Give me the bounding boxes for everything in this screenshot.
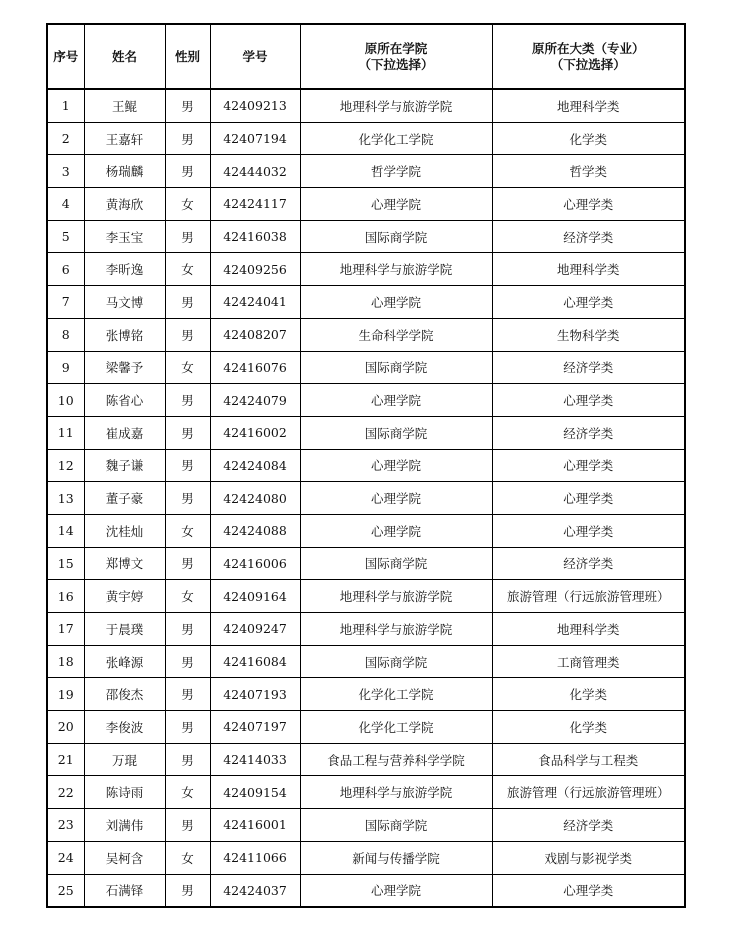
cell-major: 心理学类 <box>492 514 685 547</box>
cell-college: 生命科学学院 <box>300 318 492 351</box>
cell-name: 张峰源 <box>84 645 165 678</box>
cell-name: 吴柯含 <box>84 841 165 874</box>
cell-name: 陈诗雨 <box>84 776 165 809</box>
cell-gender: 女 <box>165 351 210 384</box>
cell-major: 心理学类 <box>492 188 685 221</box>
table-row <box>47 253 685 286</box>
table-row <box>47 678 685 711</box>
cell-gender: 男 <box>165 743 210 776</box>
cell-college: 地理科学与旅游学院 <box>300 253 492 286</box>
cell-name: 梁馨予 <box>84 351 165 384</box>
cell-major: 化学类 <box>492 711 685 744</box>
cell-index: 6 <box>47 253 84 286</box>
cell-gender: 男 <box>165 711 210 744</box>
cell-college: 地理科学与旅游学院 <box>300 776 492 809</box>
table-row <box>47 874 685 907</box>
table-row <box>47 809 685 842</box>
cell-major: 心理学类 <box>492 482 685 515</box>
cell-name: 石满铎 <box>84 874 165 907</box>
cell-major: 心理学类 <box>492 384 685 417</box>
cell-college: 国际商学院 <box>300 220 492 253</box>
cell-student-id: 42424084 <box>210 449 300 482</box>
cell-student-id: 42409256 <box>210 253 300 286</box>
cell-gender: 男 <box>165 874 210 907</box>
cell-student-id: 42416038 <box>210 220 300 253</box>
cell-name: 郑博文 <box>84 547 165 580</box>
cell-gender: 男 <box>165 678 210 711</box>
cell-major: 食品科学与工程类 <box>492 743 685 776</box>
cell-index: 5 <box>47 220 84 253</box>
cell-index: 20 <box>47 711 84 744</box>
table-row <box>47 416 685 449</box>
cell-student-id: 42416002 <box>210 416 300 449</box>
cell-college: 国际商学院 <box>300 547 492 580</box>
cell-student-id: 42407197 <box>210 711 300 744</box>
cell-college: 国际商学院 <box>300 809 492 842</box>
cell-name: 王鲲 <box>84 89 165 122</box>
table-row <box>47 514 685 547</box>
cell-student-id: 42409247 <box>210 613 300 646</box>
cell-index: 2 <box>47 122 84 155</box>
cell-gender: 女 <box>165 841 210 874</box>
cell-index: 14 <box>47 514 84 547</box>
cell-gender: 男 <box>165 318 210 351</box>
cell-gender: 男 <box>165 482 210 515</box>
cell-gender: 男 <box>165 416 210 449</box>
table-row <box>47 286 685 319</box>
cell-major: 哲学类 <box>492 155 685 188</box>
header-college-hint: （下拉选择） <box>358 56 434 72</box>
cell-college: 心理学院 <box>300 482 492 515</box>
cell-index: 12 <box>47 449 84 482</box>
cell-gender: 男 <box>165 122 210 155</box>
table-row <box>47 547 685 580</box>
cell-index: 8 <box>47 318 84 351</box>
cell-college: 哲学学院 <box>300 155 492 188</box>
cell-student-id: 42411066 <box>210 841 300 874</box>
cell-name: 刘满伟 <box>84 809 165 842</box>
table-row <box>47 645 685 678</box>
cell-gender: 男 <box>165 155 210 188</box>
cell-name: 张博铭 <box>84 318 165 351</box>
cell-student-id: 42424080 <box>210 482 300 515</box>
cell-index: 21 <box>47 743 84 776</box>
cell-gender: 女 <box>165 776 210 809</box>
cell-major: 心理学类 <box>492 286 685 319</box>
cell-name: 沈桂灿 <box>84 514 165 547</box>
cell-college: 化学化工学院 <box>300 711 492 744</box>
cell-name: 王嘉轩 <box>84 122 165 155</box>
table-header <box>47 24 685 89</box>
cell-major: 地理科学类 <box>492 253 685 286</box>
cell-student-id: 42424117 <box>210 188 300 221</box>
header-college <box>300 24 492 89</box>
cell-gender: 女 <box>165 188 210 221</box>
cell-college: 国际商学院 <box>300 351 492 384</box>
cell-major: 地理科学类 <box>492 89 685 122</box>
cell-student-id: 42408207 <box>210 318 300 351</box>
table-row <box>47 351 685 384</box>
cell-name: 李玉宝 <box>84 220 165 253</box>
cell-name: 黄宇婷 <box>84 580 165 613</box>
cell-index: 1 <box>47 89 84 122</box>
cell-index: 18 <box>47 645 84 678</box>
cell-major: 心理学类 <box>492 449 685 482</box>
cell-college: 新闻与传播学院 <box>300 841 492 874</box>
cell-index: 11 <box>47 416 84 449</box>
cell-name: 魏子谦 <box>84 449 165 482</box>
cell-major: 经济学类 <box>492 351 685 384</box>
cell-college: 心理学院 <box>300 286 492 319</box>
cell-college: 地理科学与旅游学院 <box>300 580 492 613</box>
cell-college: 国际商学院 <box>300 416 492 449</box>
cell-college: 心理学院 <box>300 514 492 547</box>
cell-college: 化学化工学院 <box>300 122 492 155</box>
header-index: 序号 <box>47 24 84 89</box>
table-row <box>47 776 685 809</box>
cell-student-id: 42416084 <box>210 645 300 678</box>
cell-index: 19 <box>47 678 84 711</box>
cell-gender: 男 <box>165 384 210 417</box>
header-major-hint: （下拉选择） <box>550 56 626 72</box>
cell-college: 化学化工学院 <box>300 678 492 711</box>
cell-index: 17 <box>47 613 84 646</box>
cell-college: 国际商学院 <box>300 645 492 678</box>
cell-name: 于晨璞 <box>84 613 165 646</box>
cell-major: 旅游管理（行远旅游管理班） <box>492 776 685 809</box>
cell-index: 13 <box>47 482 84 515</box>
cell-index: 4 <box>47 188 84 221</box>
cell-student-id: 42407193 <box>210 678 300 711</box>
cell-gender: 男 <box>165 286 210 319</box>
cell-index: 23 <box>47 809 84 842</box>
cell-college: 心理学院 <box>300 188 492 221</box>
cell-major: 经济学类 <box>492 220 685 253</box>
cell-gender: 男 <box>165 449 210 482</box>
cell-name: 李俊波 <box>84 711 165 744</box>
header-row <box>47 24 685 89</box>
table-row <box>47 580 685 613</box>
cell-student-id: 42409164 <box>210 580 300 613</box>
header-student-id: 学号 <box>210 24 300 89</box>
cell-major: 旅游管理（行远旅游管理班） <box>492 580 685 613</box>
table-row <box>47 220 685 253</box>
cell-name: 崔成嘉 <box>84 416 165 449</box>
table-row <box>47 122 685 155</box>
cell-name: 杨瑞麟 <box>84 155 165 188</box>
header-gender: 性别 <box>165 24 210 89</box>
cell-major: 心理学类 <box>492 874 685 907</box>
cell-major: 经济学类 <box>492 809 685 842</box>
cell-name: 董子豪 <box>84 482 165 515</box>
cell-major: 化学类 <box>492 678 685 711</box>
cell-gender: 男 <box>165 89 210 122</box>
table-row <box>47 613 685 646</box>
cell-gender: 女 <box>165 514 210 547</box>
cell-college: 地理科学与旅游学院 <box>300 89 492 122</box>
cell-gender: 女 <box>165 580 210 613</box>
cell-student-id: 42416006 <box>210 547 300 580</box>
cell-index: 25 <box>47 874 84 907</box>
cell-name: 陈省心 <box>84 384 165 417</box>
cell-major: 经济学类 <box>492 416 685 449</box>
cell-index: 15 <box>47 547 84 580</box>
cell-name: 马文博 <box>84 286 165 319</box>
cell-gender: 女 <box>165 253 210 286</box>
cell-major: 工商管理类 <box>492 645 685 678</box>
cell-index: 16 <box>47 580 84 613</box>
table-row <box>47 155 685 188</box>
table-row <box>47 482 685 515</box>
cell-college: 心理学院 <box>300 874 492 907</box>
cell-college: 食品工程与营养科学学院 <box>300 743 492 776</box>
table-row <box>47 318 685 351</box>
cell-index: 9 <box>47 351 84 384</box>
cell-student-id: 42424088 <box>210 514 300 547</box>
header-major <box>492 24 685 89</box>
table-body <box>47 89 685 907</box>
cell-college: 地理科学与旅游学院 <box>300 613 492 646</box>
table-row <box>47 841 685 874</box>
cell-name: 万琨 <box>84 743 165 776</box>
cell-student-id: 42409213 <box>210 89 300 122</box>
table-row <box>47 89 685 122</box>
cell-student-id: 42414033 <box>210 743 300 776</box>
cell-major: 地理科学类 <box>492 613 685 646</box>
cell-major: 生物科学类 <box>492 318 685 351</box>
cell-college: 心理学院 <box>300 384 492 417</box>
cell-index: 22 <box>47 776 84 809</box>
header-name: 姓名 <box>84 24 165 89</box>
cell-major: 化学类 <box>492 122 685 155</box>
table-row <box>47 188 685 221</box>
header-major-label: 原所在大类（专业） <box>531 40 645 56</box>
cell-index: 24 <box>47 841 84 874</box>
cell-student-id: 42416001 <box>210 809 300 842</box>
table-row <box>47 711 685 744</box>
cell-gender: 男 <box>165 220 210 253</box>
cell-name: 邵俊杰 <box>84 678 165 711</box>
table-row <box>47 743 685 776</box>
cell-major: 戏剧与影视学类 <box>492 841 685 874</box>
cell-student-id: 42416076 <box>210 351 300 384</box>
header-college-label: 原所在学院 <box>364 40 428 56</box>
table-row <box>47 384 685 417</box>
cell-gender: 男 <box>165 547 210 580</box>
cell-student-id: 42407194 <box>210 122 300 155</box>
cell-student-id: 42444032 <box>210 155 300 188</box>
cell-index: 7 <box>47 286 84 319</box>
table-row <box>47 449 685 482</box>
cell-college: 心理学院 <box>300 449 492 482</box>
cell-gender: 男 <box>165 613 210 646</box>
cell-student-id: 42424041 <box>210 286 300 319</box>
cell-student-id: 42409154 <box>210 776 300 809</box>
cell-index: 3 <box>47 155 84 188</box>
cell-gender: 男 <box>165 809 210 842</box>
student-roster-table <box>46 23 686 908</box>
cell-major: 经济学类 <box>492 547 685 580</box>
cell-gender: 男 <box>165 645 210 678</box>
cell-name: 黄海欣 <box>84 188 165 221</box>
cell-index: 10 <box>47 384 84 417</box>
cell-student-id: 42424037 <box>210 874 300 907</box>
cell-name: 李昕逸 <box>84 253 165 286</box>
cell-student-id: 42424079 <box>210 384 300 417</box>
